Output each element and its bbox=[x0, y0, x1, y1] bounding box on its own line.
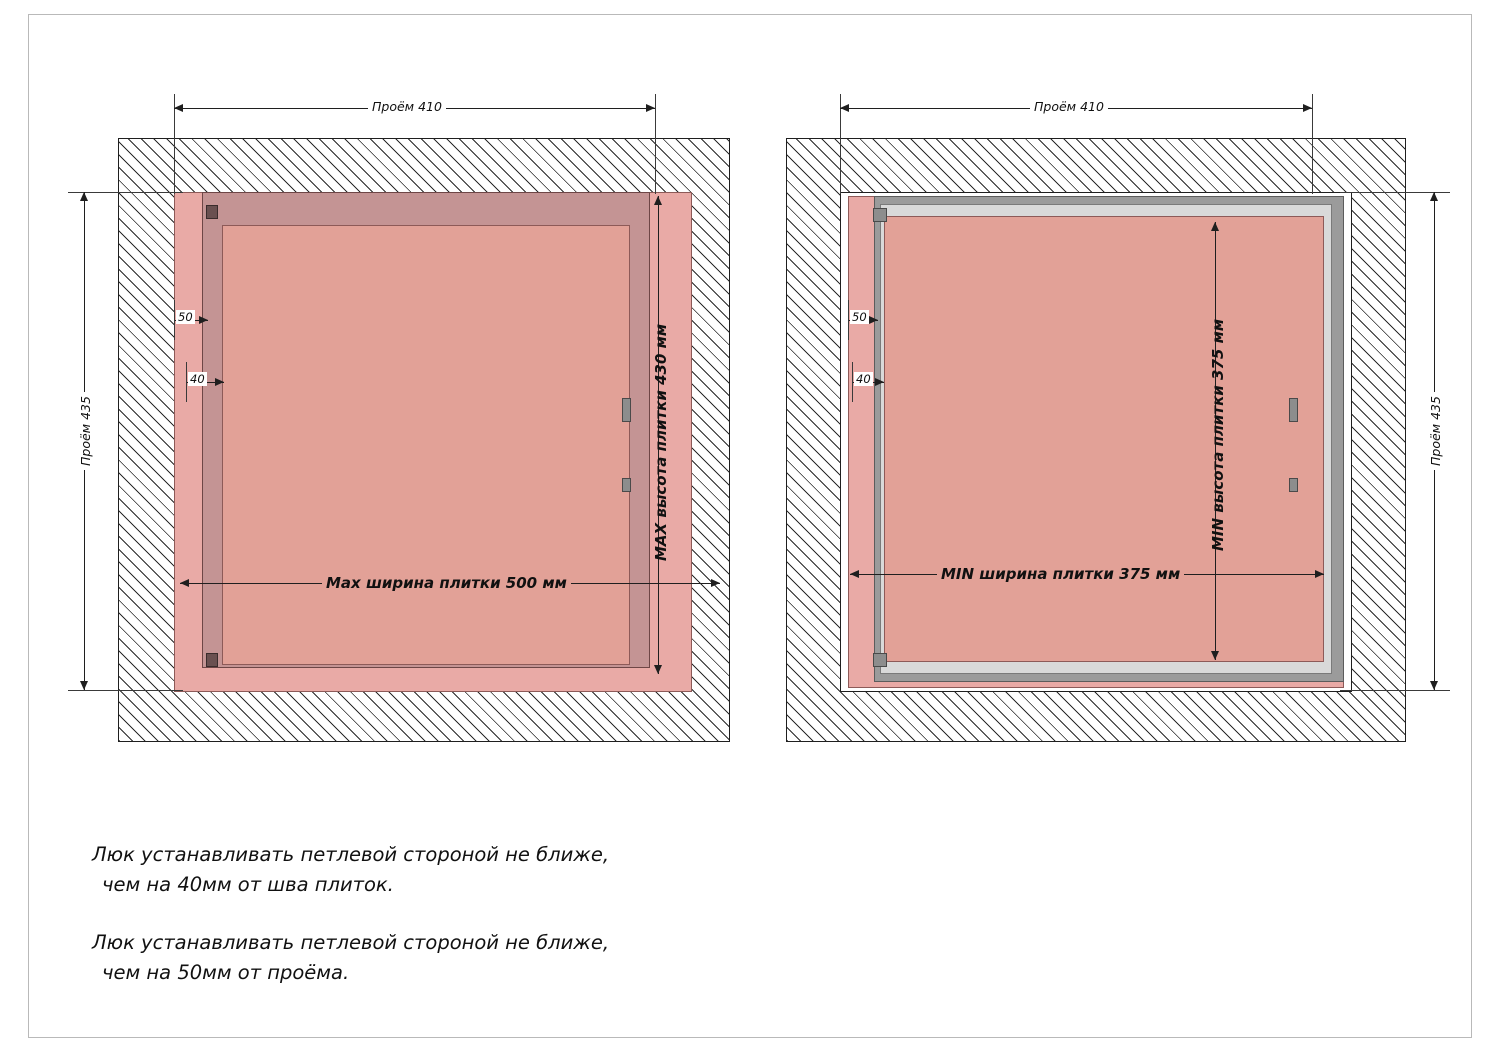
label-opening-width-left: Проём 410 bbox=[368, 99, 446, 114]
note-2-line-2: чем на 50мм от проёма. bbox=[102, 961, 350, 984]
label-opening-width-right: Проём 410 bbox=[1030, 99, 1108, 114]
arrow-down-tile-height-left bbox=[654, 665, 662, 674]
arrow-right-opening-width-left bbox=[646, 104, 655, 112]
left-view bbox=[0, 0, 760, 800]
latch-lower-left-view bbox=[622, 478, 631, 492]
ext-line-offset-40-left bbox=[186, 362, 187, 402]
hinge-bottom-right-view bbox=[873, 653, 887, 667]
arrow-up-tile-height-left bbox=[654, 196, 662, 205]
arrow-down-opening-height-left bbox=[80, 681, 88, 690]
label-tile-height-right: MIN высота плитки 375 мм bbox=[1209, 318, 1227, 551]
arrow-right-tile-width-right bbox=[1315, 570, 1324, 578]
label-tile-height-left: MAX высота плитки 430 мм bbox=[652, 323, 670, 561]
arrow-offset-50-left bbox=[199, 316, 208, 324]
arrow-right-opening-width-right bbox=[1303, 104, 1312, 112]
note-1-line-2: чем на 40мм от шва плиток. bbox=[102, 873, 394, 896]
label-offset-40-left: 40 bbox=[190, 372, 205, 386]
arrow-left-tile-width-left bbox=[180, 579, 189, 587]
ext-line-offset-50-right bbox=[848, 300, 849, 340]
hatch-door-panel-right bbox=[884, 216, 1324, 662]
arrow-offset-50-right bbox=[869, 316, 878, 324]
arrow-down-opening-height-right bbox=[1430, 681, 1438, 690]
arrow-up-opening-height-right bbox=[1430, 192, 1438, 201]
hinge-bottom-left-view bbox=[206, 653, 218, 667]
arrow-offset-40-right bbox=[875, 378, 884, 386]
latch-lower-right-view bbox=[1289, 478, 1298, 492]
arrow-right-tile-width-left bbox=[711, 579, 720, 587]
ext-line-top-right-2 bbox=[1312, 94, 1313, 194]
arrow-left-opening-width-right bbox=[840, 104, 849, 112]
ext-line-offset-50-left bbox=[174, 300, 175, 340]
right-view bbox=[740, 0, 1500, 800]
note-1-line-1: Люк устанавливать петлевой стороной не ближе, bbox=[92, 843, 610, 866]
hinge-top-right-view bbox=[873, 208, 887, 222]
arrow-down-tile-height-right bbox=[1211, 651, 1219, 660]
note-2 bbox=[92, 928, 609, 988]
latch-upper-left-view bbox=[622, 398, 631, 422]
arrow-left-tile-width-right bbox=[850, 570, 859, 578]
label-offset-50-right: 50 bbox=[852, 310, 867, 324]
label-offset-50-left: 50 bbox=[178, 310, 193, 324]
ext-line-top-left-2 bbox=[655, 94, 656, 194]
note-2-line-1: Люк устанавливать петлевой стороной не ближе, bbox=[92, 931, 610, 954]
hatch-door-panel-left bbox=[222, 225, 630, 665]
ext-line-right-right-2 bbox=[1340, 690, 1450, 691]
ext-line-left-left-2 bbox=[68, 690, 183, 691]
arrow-up-opening-height-left bbox=[80, 192, 88, 201]
arrow-left-opening-width-left bbox=[174, 104, 183, 112]
arrow-up-tile-height-right bbox=[1211, 222, 1219, 231]
ext-line-offset-40-right bbox=[852, 362, 853, 402]
note-1 bbox=[92, 840, 609, 900]
latch-upper-right-view bbox=[1289, 398, 1298, 422]
label-opening-height-right: Проём 435 bbox=[1428, 392, 1443, 470]
label-offset-40-right: 40 bbox=[856, 372, 871, 386]
hinge-top-left-view bbox=[206, 205, 218, 219]
label-tile-width-right: MIN ширина плитки 375 мм bbox=[937, 565, 1184, 583]
label-tile-width-left: Мах ширина плитки 500 мм bbox=[322, 574, 571, 592]
label-opening-height-left: Проём 435 bbox=[78, 392, 93, 470]
arrow-offset-40-left bbox=[215, 378, 224, 386]
